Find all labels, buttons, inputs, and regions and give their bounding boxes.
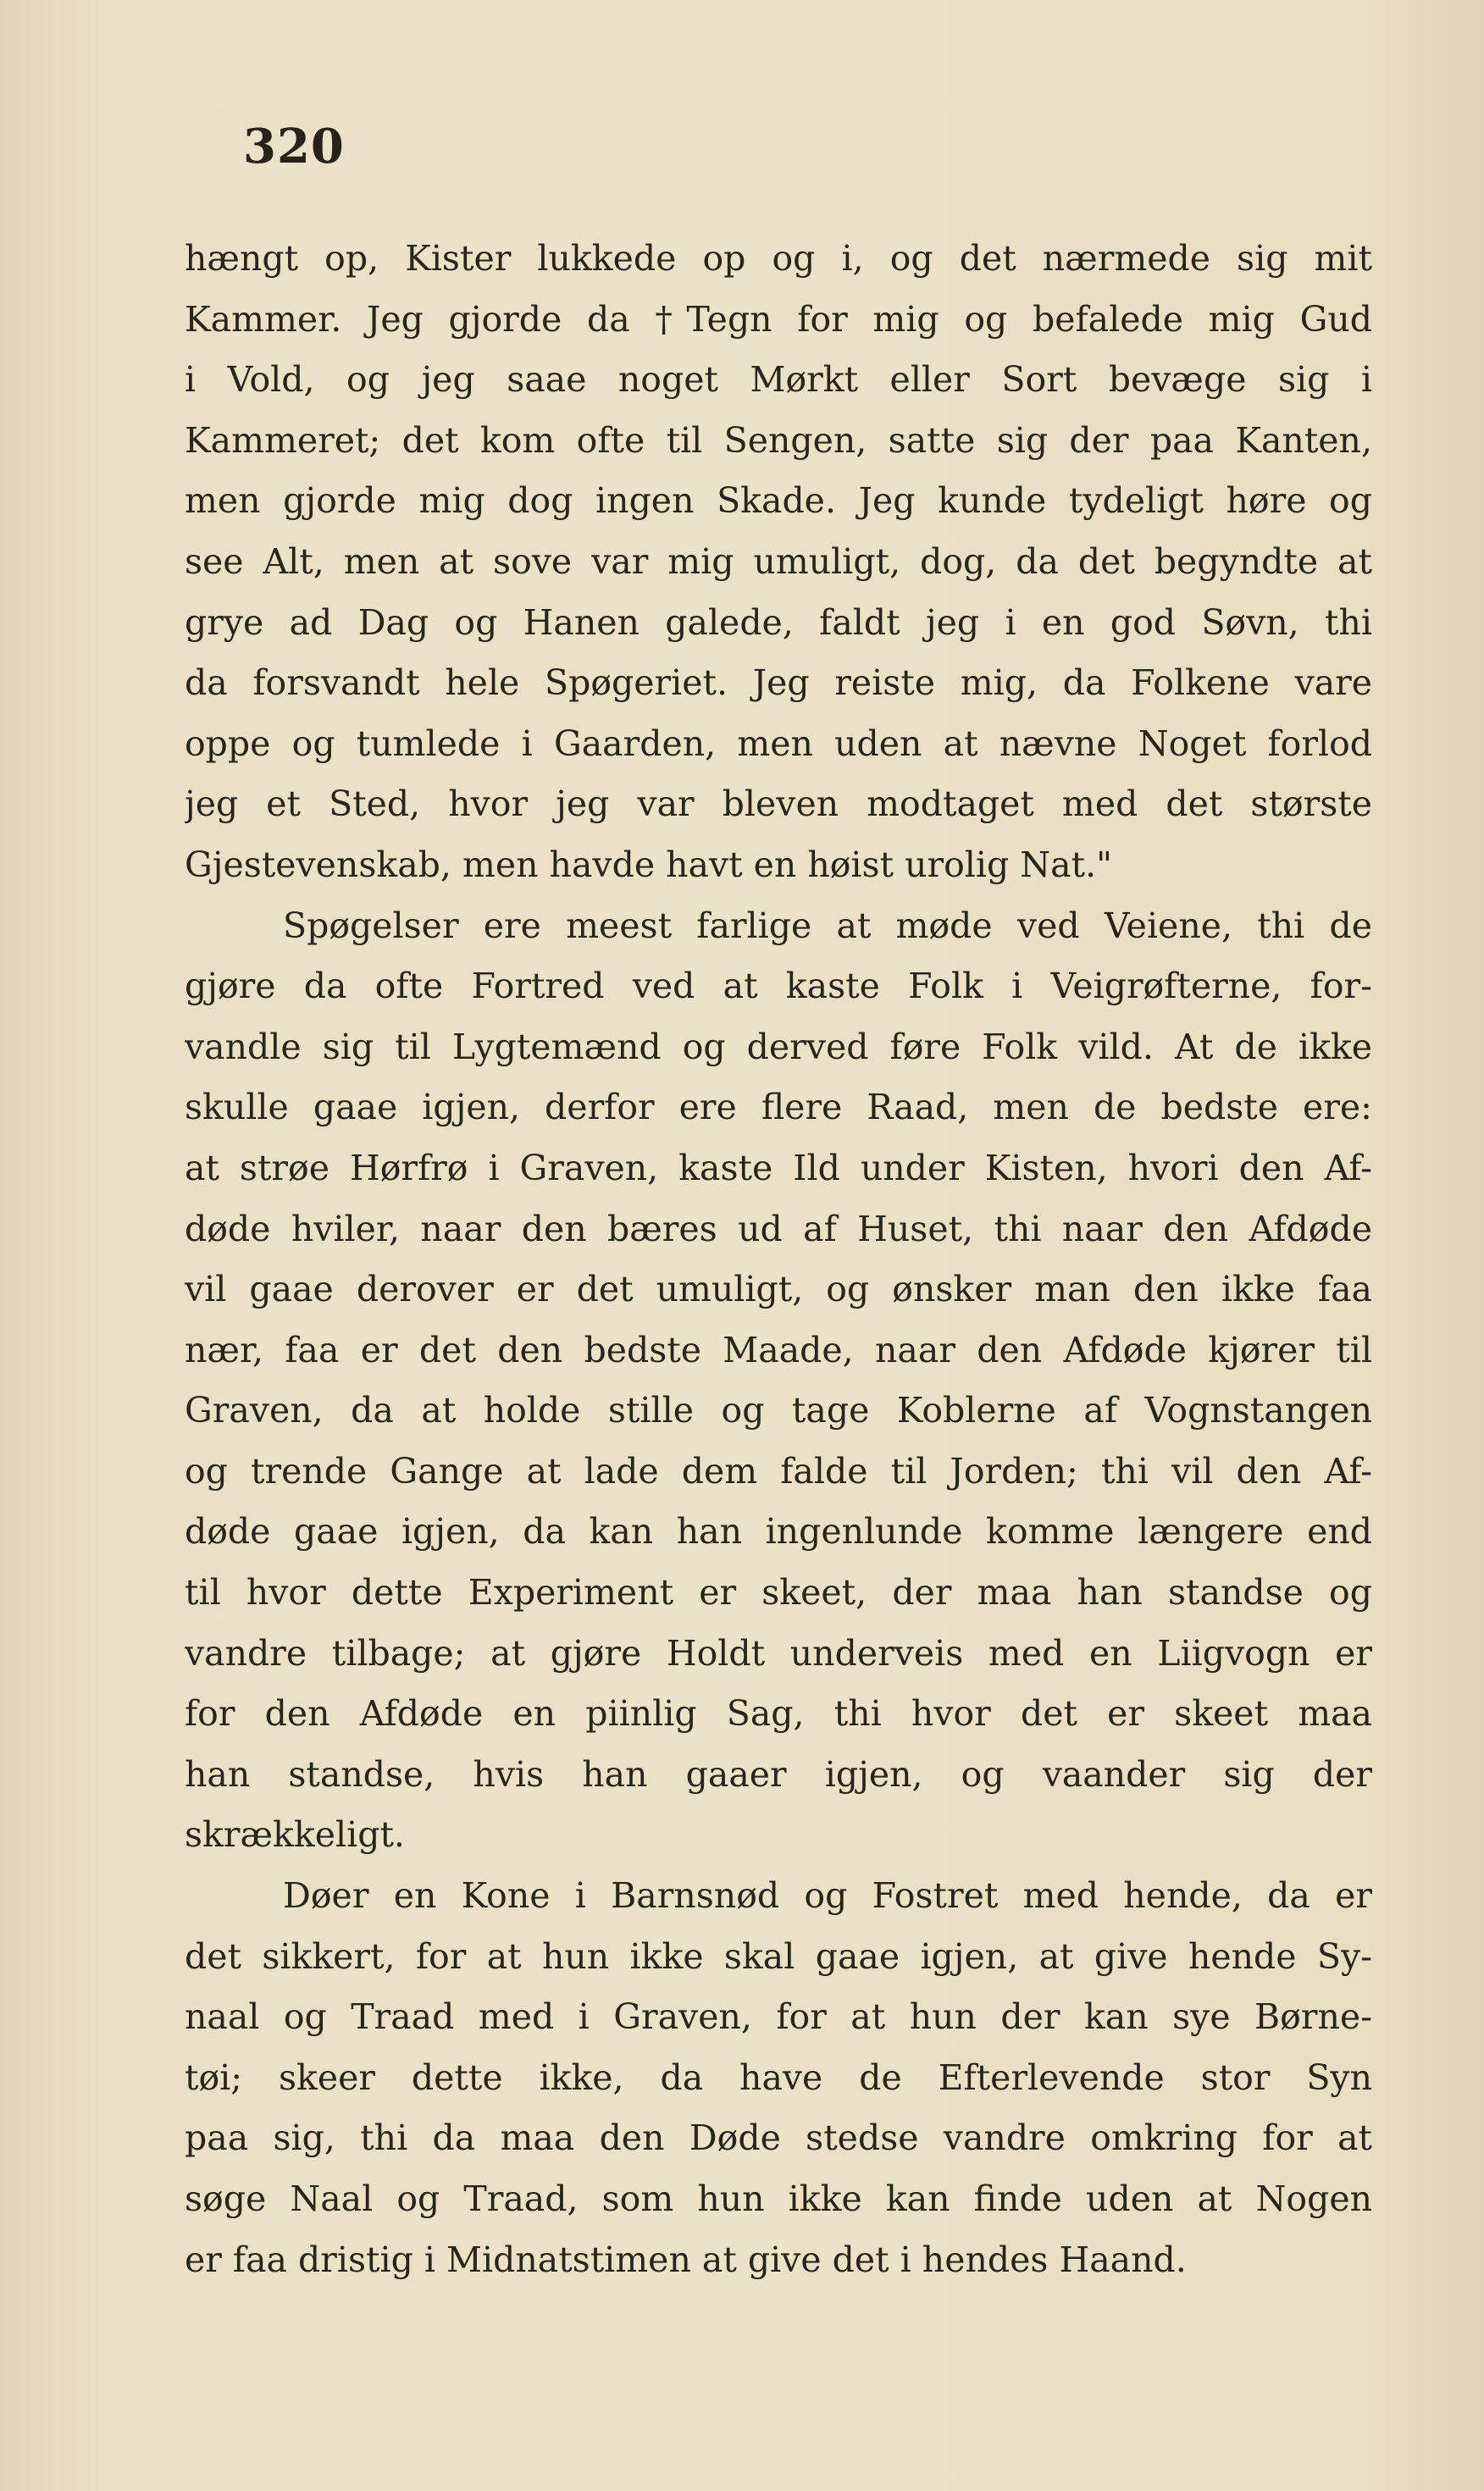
text-line: at strøe Hørfrø i Graven, kaste Ild under Kisten, hvori den Af- bbox=[185, 1147, 1372, 1188]
text-line: vil gaae derover er det umuligt, og ønsker man den ikke faa bbox=[185, 1269, 1372, 1310]
text-line: men gjorde mig dog ingen Skade. Jeg kunde tydeligt høre og bbox=[185, 480, 1372, 522]
text-line: for den Afdøde en piinlig Sag, thi hvor det er skeet maa bbox=[185, 1693, 1372, 1735]
text-line: tøi; skeer dette ikke, da have de Efterlevende stor Syn bbox=[185, 2056, 1372, 2098]
text-line: paa sig, thi da maa den Døde stedse vandre omkring for at bbox=[185, 2117, 1372, 2159]
text-line: søge Naal og Traad, som hun ikke kan finde uden at Nogen bbox=[185, 2178, 1372, 2219]
text-line: til hvor dette Experiment er skeet, der maa han standse og bbox=[185, 1572, 1372, 1614]
text-line: og trende Gange at lade dem falde til Jorden; thi vil den Af- bbox=[185, 1450, 1372, 1492]
text-line: skulle gaae igjen, derfor ere flere Raad, men de bedste ere: bbox=[185, 1087, 1372, 1128]
text-line: grye ad Dag og Hanen galede, faldt jeg i en god Søvn, thi bbox=[185, 601, 1372, 643]
text-line: Kammer. Jeg gjorde da †Tegn for mig og befalede mig Gud bbox=[185, 298, 1372, 340]
text-line: jeg et Sted, hvor jeg var bleven modtaget med det største bbox=[185, 783, 1372, 825]
text-line: Graven, da at holde stille og tage Koblerne af Vognstangen bbox=[185, 1390, 1372, 1431]
text-line: er faa dristig i Midnatstimen at give det i hendes Haand. bbox=[185, 2239, 1187, 2280]
text-line: see Alt, men at sove var mig umuligt, dog, da det begyndte at bbox=[185, 540, 1372, 582]
page-number: 320 bbox=[243, 119, 345, 174]
text-line: Gjestevenskab, men havde havt en høist urolig Nat." bbox=[185, 844, 1112, 885]
text-line: skrækkeligt. bbox=[185, 1814, 405, 1856]
text-line: vandle sig til Lygtemænd og derved føre Folk vild. At de ikke bbox=[185, 1026, 1372, 1067]
text-line: døde hviler, naar den bæres ud af Huset, thi naar den Afdøde bbox=[185, 1208, 1372, 1249]
text-line: i Vold, og jeg saae noget Mørkt eller Sort bevæge sig i bbox=[185, 359, 1372, 401]
body-text bbox=[185, 229, 1372, 2290]
text-line: Spøgelser ere meest farlige at møde ved Veiene, thi de bbox=[283, 905, 1372, 946]
text-line: Kammeret; det kom ofte til Sengen, satte sig der paa Kanten, bbox=[185, 419, 1372, 461]
text-line: oppe og tumlede i Gaarden, men uden at nævne Noget forlod bbox=[185, 722, 1372, 764]
text-line: Døer en Kone i Barnsnød og Fostret med hende, da er bbox=[283, 1875, 1372, 1917]
text-line: han standse, hvis han gaaer igjen, og vaander sig der bbox=[185, 1753, 1372, 1795]
text-line: naal og Traad med i Graven, for at hun der kan sye Børne- bbox=[185, 1996, 1372, 2038]
text-line: nær, faa er det den bedste Maade, naar den Afdøde kjører til bbox=[185, 1329, 1372, 1370]
text-line: da forsvandt hele Spøgeriet. Jeg reiste mig, da Folkene vare bbox=[185, 662, 1372, 704]
text-line: gjøre da ofte Fortred ved at kaste Folk i Veigrøfterne, for- bbox=[185, 966, 1372, 1007]
text-line: hængt op, Kister lukkede op og i, og det nærmede sig mit bbox=[185, 238, 1372, 279]
text-line: døde gaae igjen, da kan han ingenlunde komme længere end bbox=[185, 1511, 1372, 1553]
text-line: det sikkert, for at hun ikke skal gaae igjen, at give hende Sy- bbox=[185, 1935, 1372, 1977]
text-line: vandre tilbage; at gjøre Holdt underveis med en Liigvogn er bbox=[185, 1632, 1372, 1674]
